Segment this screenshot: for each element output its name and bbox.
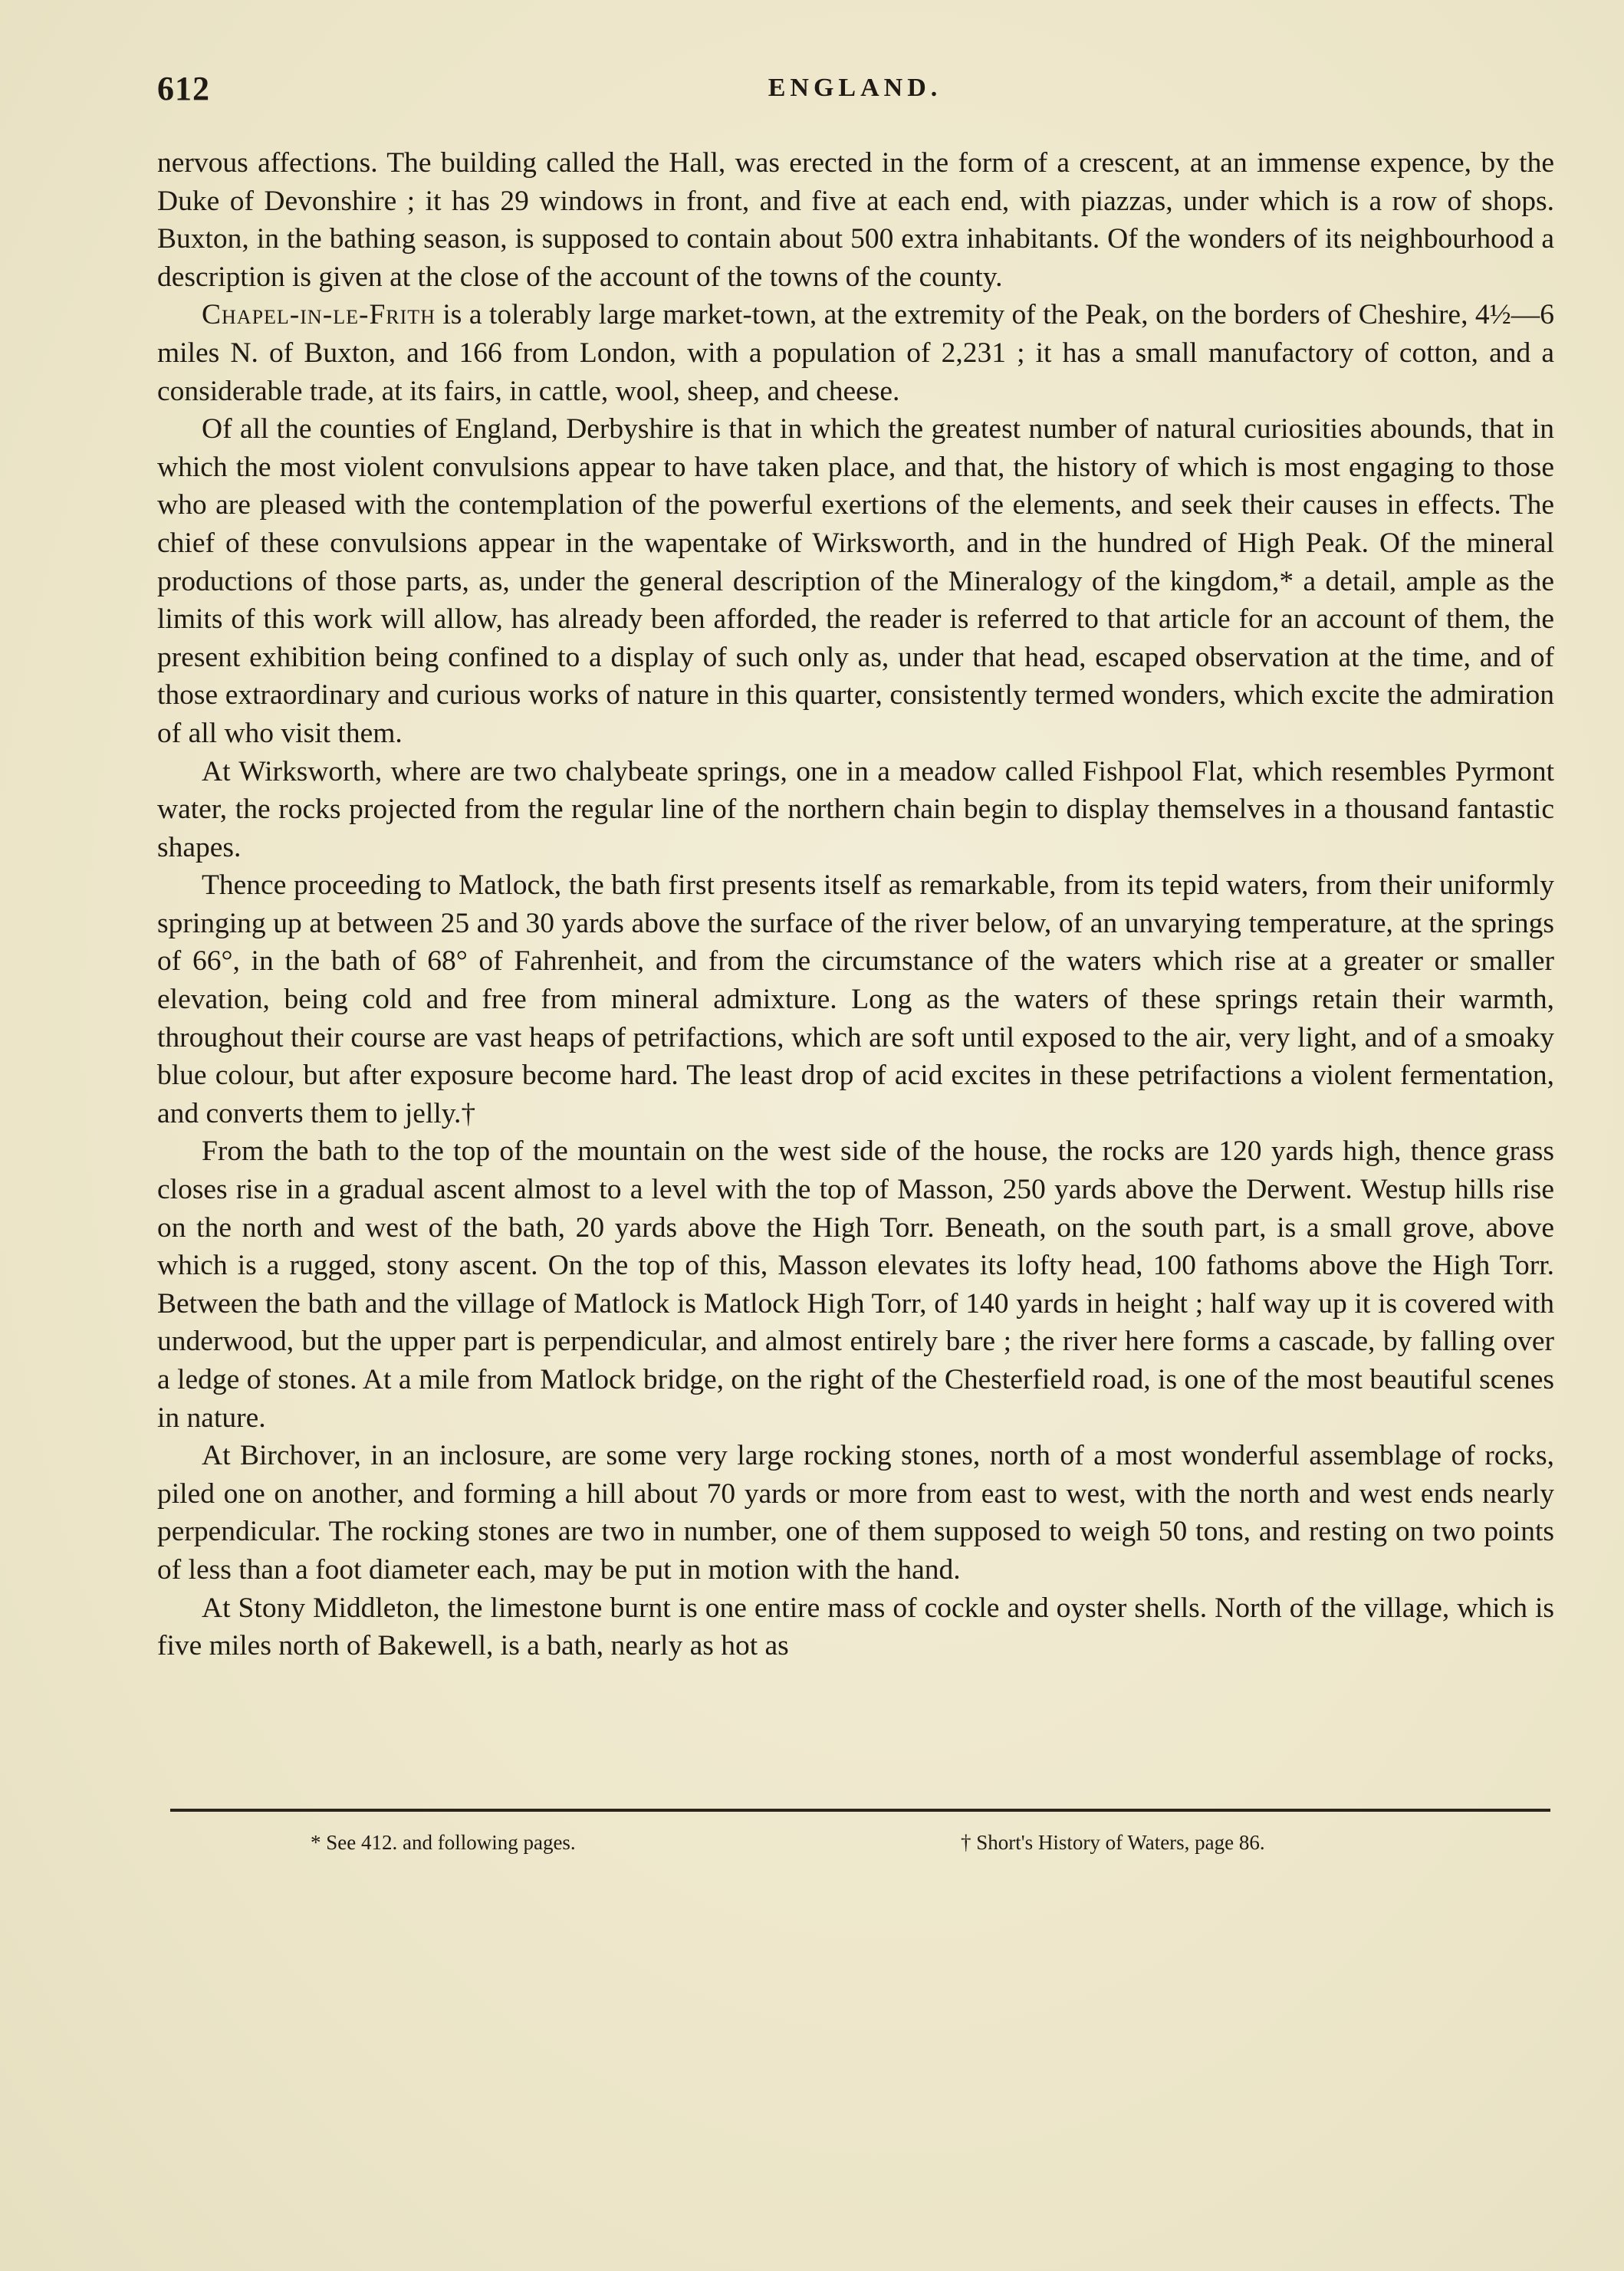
footnote-dagger: † Short's History of Waters, page 86. xyxy=(961,1831,1265,1854)
page-header xyxy=(157,69,1553,115)
paragraph-stony-middleton: At Stony Middleton, the limestone burnt is one entire mass of cockle and oyster shells. North of the village, which is five miles north of Bakewell, is a bath, nearly as hot as xyxy=(157,1592,1554,1662)
page-number: 612 xyxy=(157,70,210,107)
paragraph-birchover: At Birchover, in an inclosure, are some very large rocking stones, north of a most wonderful assemblage of rocks, piled one on another, and forming a hill about 70 yards or more from east to west, with the north and west ends nearly perpendicular. The rocking stones are two in number, one of them supposed to weigh 50 tons, and resting on two points of less than a foot diameter each, may be put in motion with the hand. xyxy=(157,1440,1554,1586)
footnotes xyxy=(157,1831,1554,1869)
place-name-lead: Chapel-in-le-Frith xyxy=(202,299,436,331)
paragraph-matlock-bath: Thence proceeding to Matlock, the bath first presents itself as remarkable, from its tepid waters, from their uniformly springing up at between 25 and 30 yards above the surface of the river below, of an unvarying temperature, at the springs of 66°, in the bath of 68° of Fahrenheit, and from the circumstance of the waters which rise at a greater or smaller elevation, being cold and free from mineral admixture. Long as the waters of these springs retain their warmth, throughout their course are vast heaps of petrifactions, which are soft until exposed to the air, very light, and of a smoaky blue colour, but after exposure become hard. The least drop of acid excites in these petrifactions a violent fermentation, and converts them to jelly.† xyxy=(157,869,1554,1129)
footnote-asterisk: * See 412. and following pages. xyxy=(311,1831,576,1854)
paragraph-wirksworth: At Wirksworth, where are two chalybeate springs, one in a meadow called Fishpool Flat, which resembles Pyrmont water, the rocks projected from the regular line of the northern chain begin to display themselves in a thousand fantastic shapes. xyxy=(157,755,1554,863)
paragraph-text: is a tolerably large market-town, at the extremity of the Peak, on the borders of Cheshire, 4½—6 miles N. of Buxton, and 166 from London, with a population of 2,231 ; it has a small manufactory of cotton, and a considerable trade, at its fairs, in cattle, wool, sheep, and cheese. xyxy=(157,299,1554,407)
body-text xyxy=(157,144,1554,1665)
running-head: ENGLAND. xyxy=(768,74,942,102)
footnote-divider xyxy=(170,1809,1550,1812)
paragraph-chapel-in-le-frith xyxy=(157,296,1554,410)
paragraph-derbyshire-curiosities: Of all the counties of England, Derbyshire is that in which the greatest number of natural curiosities abounds, that in which the most violent convulsions appear to have taken place, and that, the history of which is most engaging to those who are pleased with the contemplation of the powerful exertions of the elements, and seek their causes in effects. The chief of these convulsions appear in the wapentake of Wirksworth, and in the hundred of High Peak. Of the mineral productions of those parts, as, under the general description of the Mineralogy of the kingdom,* a detail, ample as the limits of this work will allow, has already been afforded, the reader is referred to that article for an account of them, the present exhibition being confined to a display of such only as, under that head, escaped observation at the time, and of those extraordinary and curious works of nature in this quarter, consistently termed wonders, which excite the admiration of all who visit them. xyxy=(157,413,1554,749)
paragraph-matlock-rocks: From the bath to the top of the mountain on the west side of the house, the rocks are 120 yards high, thence grass closes rise in a gradual ascent almost to a level with the top of Masson, 250 yards above the Derwent. Westup hills rise on the north and west of the bath, 20 yards above the High Torr. Beneath, on the south part, is a small grove, above which is a rugged, stony ascent. On the top of this, Masson elevates its lofty head, 100 fathoms above the High Torr. Between the bath and the village of Matlock is Matlock High Torr, of 140 yards in height ; half way up it is covered with underwood, but the upper part is perpendicular, and almost entirely bare ; the river here forms a cascade, by falling over a ledge of stones. At a mile from Matlock bridge, on the right of the Chesterfield road, is one of the most beautiful scenes in nature. xyxy=(157,1136,1554,1434)
paragraph-buxton-hall: nervous affections. The building called the Hall, was erected in the form of a crescent, at an immense expence, by the Duke of Devonshire ; it has 29 windows in front, and five at each end, with piazzas, under which is a row of shops. Buxton, in the bathing season, is supposed to contain about 500 extra inhabitants. Of the wonders of its neighbourhood a description is given at the close of the account of the towns of the county. xyxy=(157,147,1554,293)
